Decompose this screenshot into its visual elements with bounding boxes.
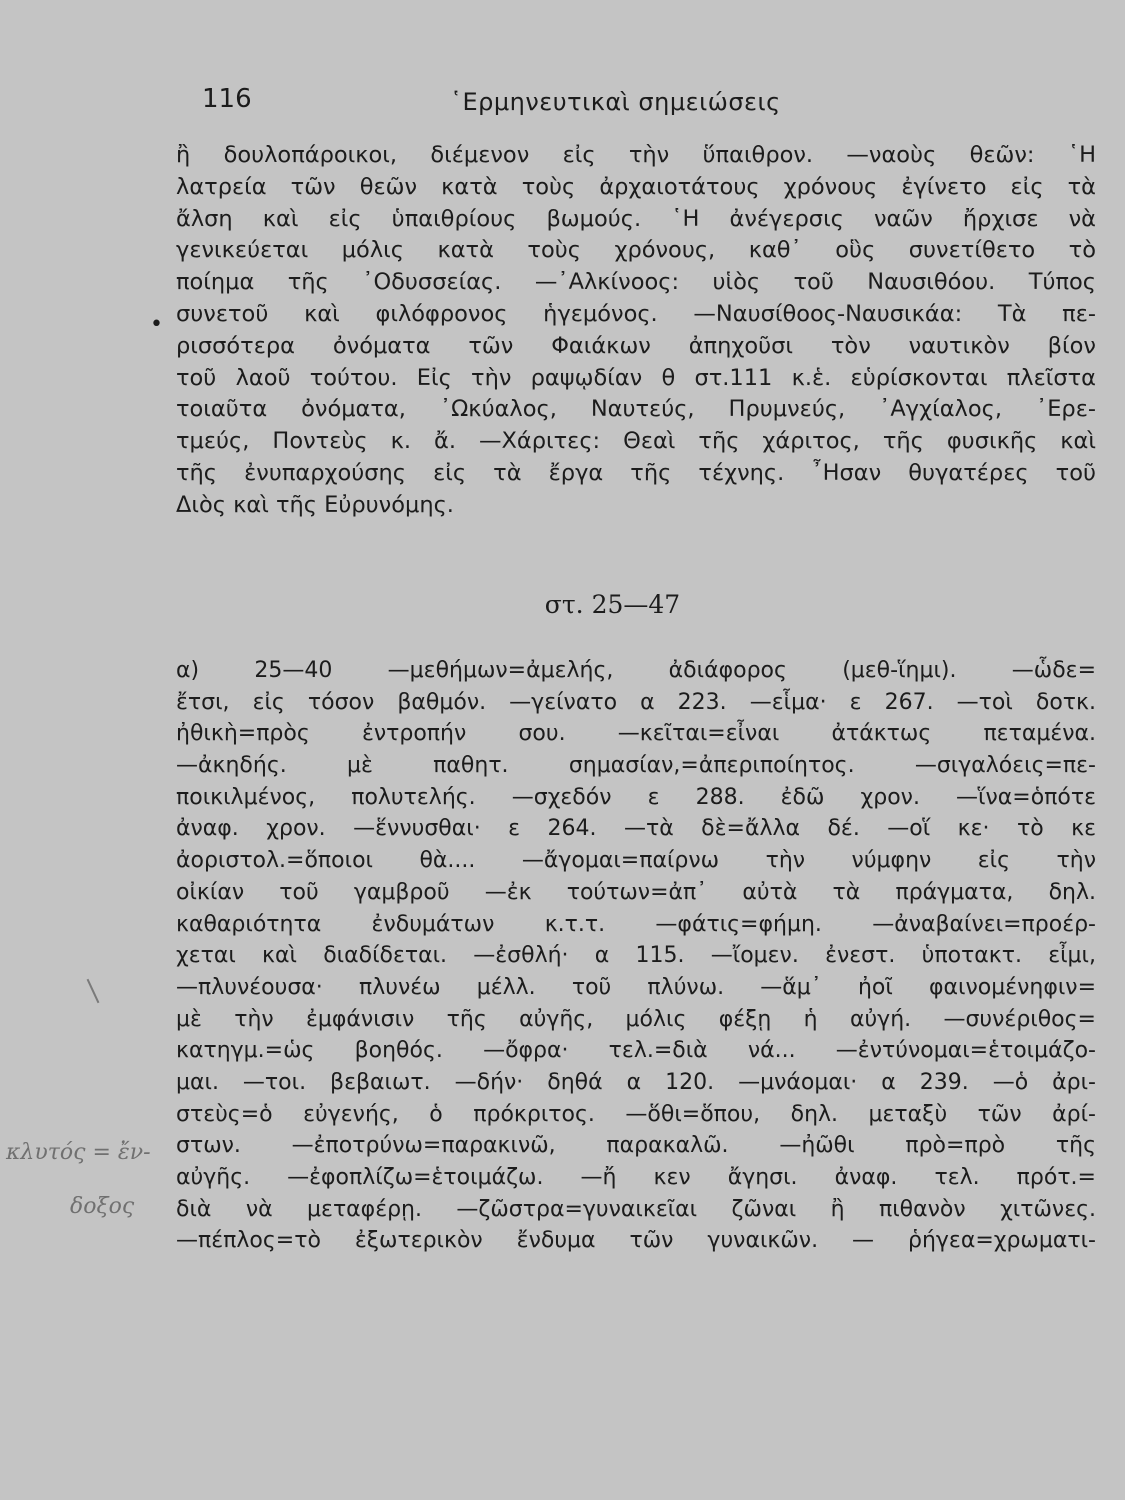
text-line: τμεύς, Ποντεὺς κ. ἄ. —Χάριτες: Θεαὶ τῆς χάριτος, τῆς φυσικῆς καὶ [176, 428, 1096, 455]
text-line: στων. —ἐποτρύνω=παρακινῶ, παρακαλῶ. —ἠῶθι πρὸ=πρὸ τῆς [176, 1133, 1096, 1159]
text-line: —πέπλος=τὸ ἐξωτερικὸν ἔνδυμα τῶν γυναικῶν. — ῥήγεα=χρωματι- [176, 1228, 1096, 1254]
text-line: ποικιλμένος, πολυτελής. —σχεδόν ε 288. ἐδῶ χρον. —ἵνα=ὁπότε [176, 784, 1096, 810]
text-line: διὰ νὰ μεταφέρῃ. —ζῶστρα=γυναικεῖαι ζῶναι ἢ πιθανὸν χιτῶνες. [176, 1196, 1096, 1222]
text-line: ποίημα τῆς ᾿Οδυσσείας. —᾿Αλκίνοος: υἱὸς τοῦ Ναυσιθόου. Τύπος [176, 269, 1096, 296]
page-header [192, 84, 1100, 124]
text-line: αὐγῆς. —ἐφοπλίζω=ἑτοιμάζω. —ἤ κεν ἄγησι. ἀναφ. τελ. πρότ.= [176, 1165, 1096, 1190]
text-line: —πλυνέουσα· πλυνέω μέλλ. τοῦ πλύνω. —ἅμ᾽ ἠοῖ φαινομένηφιν= [176, 974, 1096, 1000]
commentary-paragraph-2 [176, 655, 1096, 1257]
text-line: Διὸς καὶ τῆς Εὐρυνόμης. [176, 491, 454, 518]
text-line: γενικεύεται μόλις κατὰ τοὺς χρόνους, καθ᾽ οὓς συνετίθετο τὸ [176, 237, 1096, 264]
text-line: συνετοῦ καὶ φιλόφρονος ἡγεμόνος. —Ναυσίθοος-Ναυσικάα: Τὰ πε- [176, 300, 1096, 327]
text-line: ἢ δουλοπάροικοι, διέμενον εἰς τὴν ὕπαιθρον. —ναοὺς θεῶν: ῾Η [176, 142, 1096, 168]
text-line: ἄλση καὶ εἰς ὑπαιθρίους βωμούς. ῾Η ἀνέγερσις ναῶν ἤρχισε νὰ [176, 205, 1096, 232]
text-line: στεὺς=ὁ εὐγενής, ὁ πρόκριτος. —ὅθι=ὅπου, δηλ. μεταξὺ τῶν ἀρί- [176, 1101, 1096, 1127]
text-line: μαι. —τοι. βεβαιωτ. —δήν· δηθά α 120. —μνάομαι· α 239. —ὁ ἀρι- [176, 1069, 1096, 1095]
text-line: ἀναφ. χρον. —ἕννυσθαι· ε 264. —τὰ δὲ=ἄλλα δέ. —οἵ κε· τὸ κε [176, 816, 1096, 842]
text-line: κατηγμ.=ὡς βοηθός. —ὄφρα· τελ.=διὰ νά... —ἐντύνομαι=ἑτοιμάζο- [176, 1038, 1096, 1064]
handwritten-margin-note: δοξος [70, 1194, 135, 1219]
handwritten-margin-note: κλυτός = ἔν- [6, 1140, 151, 1165]
text-line: οἰκίαν τοῦ γαμβροῦ —ἐκ τούτων=ἀπ᾽ αὐτὰ τὰ πράγματα, δηλ. [176, 879, 1096, 905]
text-line: ἔτσι, εἰς τόσον βαθμόν. —γείνατο α 223. —εἷμα· ε 267. —τοὶ δοτκ. [176, 689, 1096, 715]
text-line: λατρεία τῶν θεῶν κατὰ τοὺς ἀρχαιοτάτους χρόνους ἐγίνετο εἰς τὰ [176, 173, 1096, 200]
text-line: μὲ τὴν ἐμφάνισιν τῆς αὐγῆς, μόλις φέξῃ ἡ αὐγή. —συνέριθος= [176, 1006, 1096, 1032]
text-line: —ἀκηδής. μὲ παθητ. σημασίαν,=ἀπεριποίητος. —σιγαλόεις=πε- [176, 753, 1096, 779]
text-line: ρισσότερα ὀνόματα τῶν Φαιάκων ἀπηχοῦσι τὸν ναυτικὸν βίον [176, 332, 1096, 359]
text-line: καθαριότητα ἐνδυμάτων κ.τ.τ. —φάτις=φήμη. —ἀναβαίνει=προέρ- [176, 911, 1096, 937]
page-number: 116 [202, 84, 252, 114]
text-line: χεται καὶ διαδίδεται. —ἐσθλή· α 115. —ἴομεν. ἐνεστ. ὑποτακτ. εἶμι, [176, 943, 1096, 969]
text-line: τῆς ἐνυπαρχούσης εἰς τὰ ἔργα τῆς τέχνης. ῏Ησαν θυγατέρες τοῦ [176, 459, 1096, 486]
text-line: τοιαῦτα ὀνόματα, ᾿Ωκύαλος, Ναυτεύς, Πρυμνεύς, ᾿Αγχίαλος, ᾿Ερε- [176, 396, 1096, 423]
commentary-paragraph-1 [176, 140, 1096, 522]
text-line: ἀοριστολ.=ὅποιοι θὰ.... —ἄγομαι=παίρνω τὴν νύμφην εἰς τὴν [176, 848, 1096, 874]
text-line: α) 25—40 —μεθήμων=ἀμελής, ἀδιάφορος (μεθ-ἵημι). —ὧδε= [176, 658, 1096, 683]
text-line: ἠθικὴ=πρὸς ἐντροπήν σου. —κεῖται=εἶναι ἀτάκτως πεταμένα. [176, 721, 1096, 747]
margin-dot: • [150, 312, 163, 337]
margin-pencil-mark [87, 979, 100, 1003]
text-line: τοῦ λαοῦ τούτου. Εἰς τὴν ραψῳδίαν θ στ.111 κ.ἑ. εὑρίσκονται πλεῖστα [176, 364, 1096, 391]
section-heading: στ. 25—47 [544, 590, 681, 619]
running-title: ῾Ερμηνευτικαὶ σημειώσεις [450, 88, 781, 116]
